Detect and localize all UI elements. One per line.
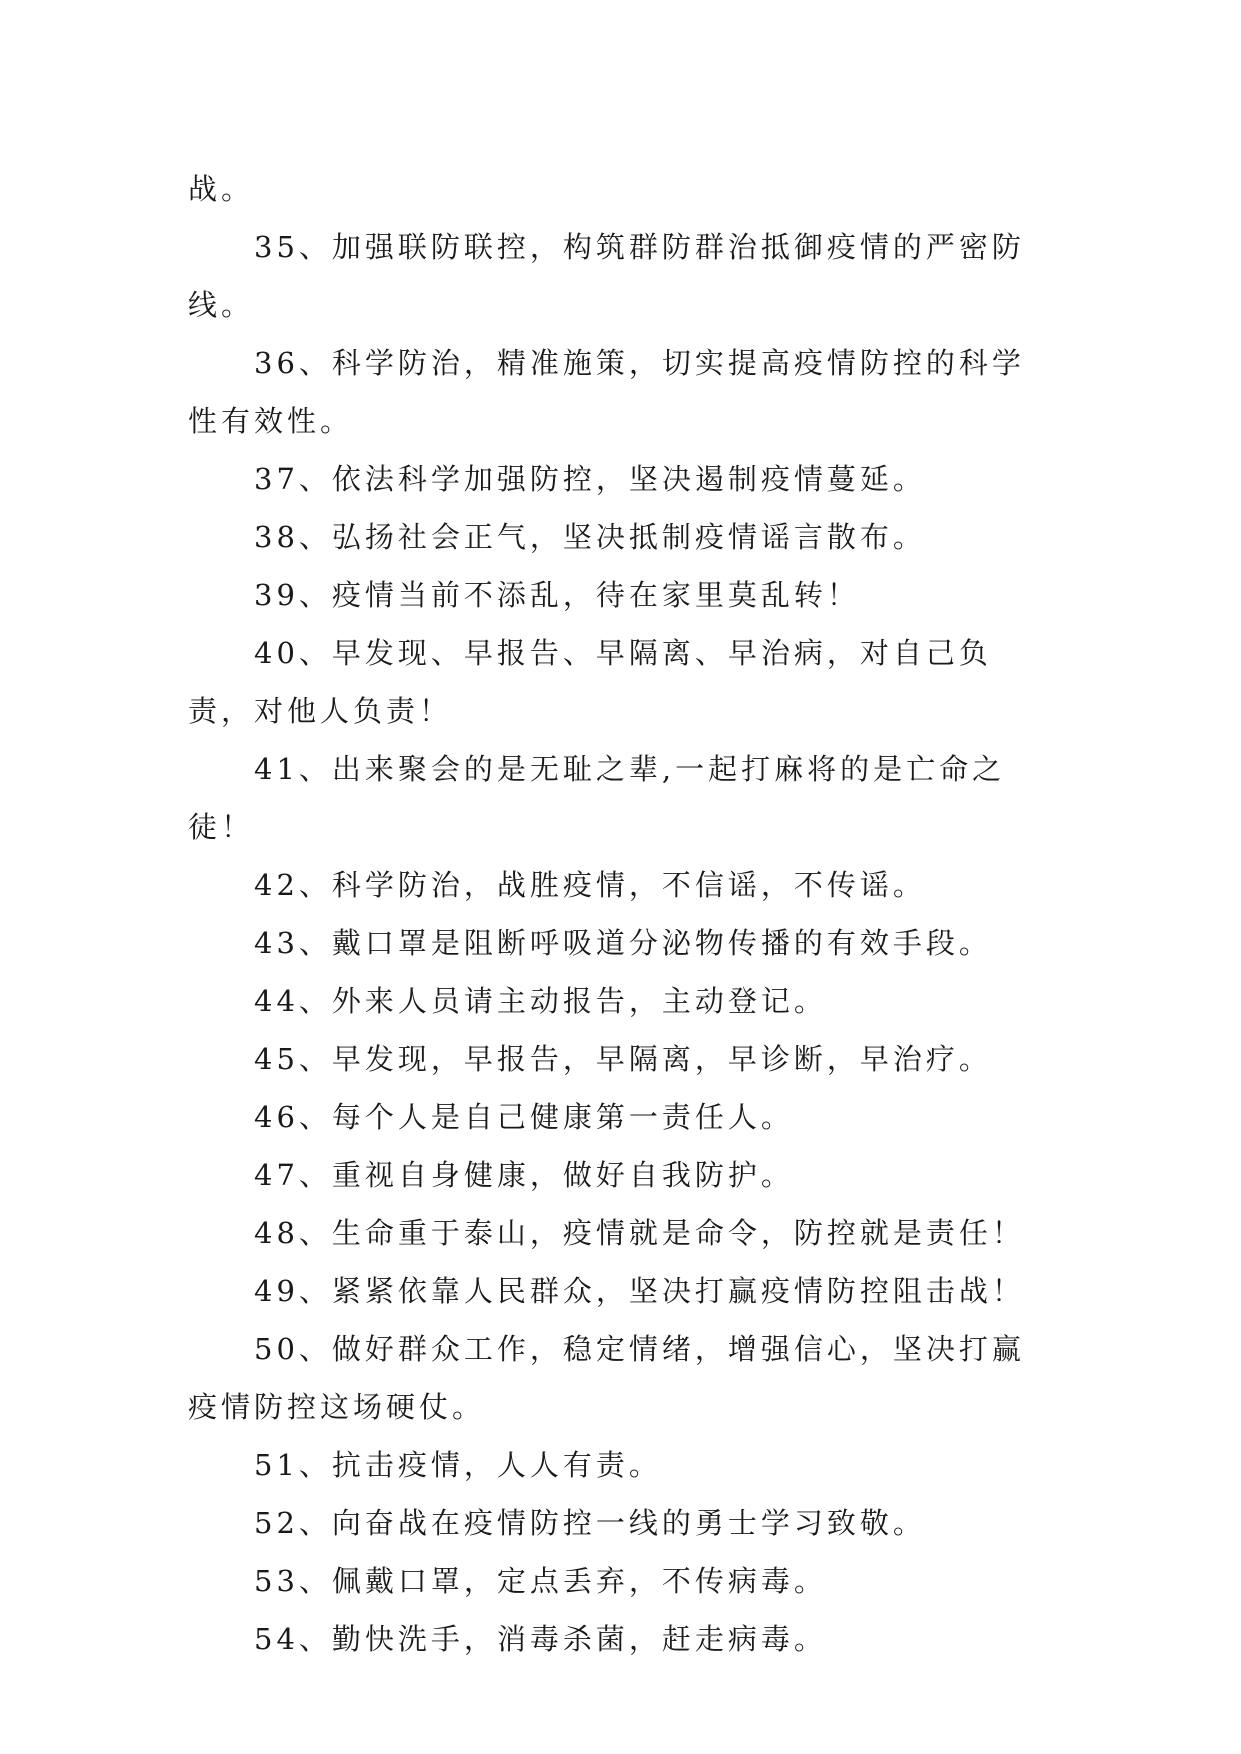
paragraph-49: 49、紧紧依靠人民群众，坚决打赢疫情防控阻击战！: [254, 1274, 1025, 1308]
paragraph-41: 41、出来聚会的是无耻之辈,一起打麻将的是亡命之徒！: [188, 752, 1006, 844]
paragraph-53: 53、佩戴口罩，定点丢弃，不传病毒。: [254, 1564, 827, 1598]
paragraph-43: 43、戴口罩是阻断呼吸道分泌物传播的有效手段。: [254, 926, 992, 960]
paragraph-45: 45、早发现，早报告，早隔离，早诊断，早治疗。: [254, 1042, 992, 1076]
paragraph-44: 44、外来人员请主动报告，主动登记。: [254, 984, 827, 1018]
paragraph-39: 39、疫情当前不添乱，待在家里莫乱转！: [254, 578, 860, 612]
paragraph-50: 50、做好群众工作，稳定情绪，增强信心，坚决打赢疫情防控这场硬仗。: [188, 1332, 1025, 1424]
paragraph-35: 35、加强联防联控，构筑群防群治抵御疫情的严密防线。: [188, 230, 1025, 322]
paragraph-52: 52、向奋战在疫情防控一线的勇士学习致敬。: [254, 1506, 926, 1540]
document-body: [188, 160, 1048, 1668]
paragraph-51: 51、抗击疫情，人人有责。: [254, 1448, 662, 1482]
paragraph-42: 42、科学防治，战胜疫情，不信谣，不传谣。: [254, 868, 926, 902]
paragraph-47: 47、重视自身健康，做好自我防护。: [254, 1158, 794, 1192]
paragraph-continuation: 战。: [188, 172, 255, 206]
paragraph-37: 37、依法科学加强防控，坚决遏制疫情蔓延。: [254, 462, 926, 496]
paragraph-36: 36、科学防治，精准施策，切实提高疫情防控的科学性有效性。: [188, 346, 1025, 438]
paragraph-48: 48、生命重于泰山，疫情就是命令，防控就是责任！: [254, 1216, 1025, 1250]
paragraph-46: 46、每个人是自己健康第一责任人。: [254, 1100, 794, 1134]
paragraph-38: 38、弘扬社会正气，坚决抵制疫情谣言散布。: [254, 520, 926, 554]
paragraph-40: 40、早发现、早报告、早隔离、早治病，对自己负责，对他人负责！: [188, 636, 992, 728]
paragraph-54: 54、勤快洗手，消毒杀菌，赶走病毒。: [254, 1622, 827, 1656]
